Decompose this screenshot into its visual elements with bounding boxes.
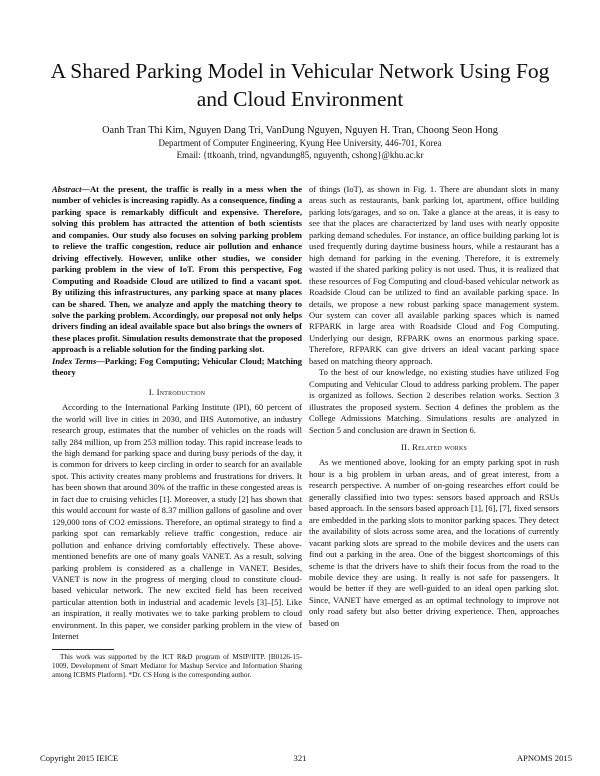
section-heading-related-works (309, 442, 559, 453)
footnote: This work was supported by the ICT R&D program of MSIP/IITP. [B0126-15-1009, Development of Smart Mediator for Mashup Service and Information Sharing among ICBMS Platform]. *Dr. CS Hong is the corresponding author. (52, 652, 302, 679)
section-heading-introduction (52, 387, 302, 398)
intro-continued-paragraph: of things (IoT), as shown in Fig. 1. There are abundant slots in many areas such as restaurants, bank parking lot, apartment, office building parking lots/garages, and so on. Take a glance at the areas, it is easy to see that the places are characterized by land uses with nearly opposite parking demand schedules. For instance, an office building parking lot is used frequently during daytime business hours, while a restaurant has a high demand for parking in the evening. Therefore, it is extremely wasted if the shared parking policy is not used. Thus, it is realized that these resources of Fog Computing and cloud-based vehicular network as Roadside Cloud can be utilized to find an available parking space. In details, we propose a new robust parking space management system. Our system can cover all available parking spaces which is named RFPARK in large area with Roadside Cloud and Fog Computing. Underlying our design, RFPARK owns an enormous parking space. Therefore, RFPARK can give drivers an ideal vacant parking space based on matching theory approach. (309, 184, 559, 366)
paper-title: A Shared Parking Model in Vehicular Network Using Fog and Cloud Environment (50, 59, 550, 111)
email: Email: {ttkoanh, trind, ngvandung85, nguyenth, cshong}@khu.ac.kr (176, 149, 424, 160)
introduction-paragraph: According to the International Parking Institute (IPI), 60 percent of the world will live in cities in 2030, and IHS Automotive, an industry research group, estimates that the number of vehicles on the roads will tally 284 million, up from 253 million today. This rapid increase leads to the high demand for parking space and during busy periods of the day, it is common for drivers to keep circling in order to search for an available spot. This activity creates many problems and frustrations for drivers. It has been shown that around 30% of the traffic in these congested areas is in fact due to cruising vehicles [1]. Moreover, a study [2] has shown that this would account for waste of 8.37 million gallons of gasoline and over 129,000 tons of CO2 emissions. Therefore, an optimal strategy to find a parking spot can remarkably relieve traffic congestion, reduce air pollution and enhance driving comfortably effectively. These above-mentioned benefits are one of many goals VANET. As a result, solving parking problem is considered as a challenge in VANET. Besides, VANET is now in the progress of merging cloud to constitute cloud-based vehicular network. The new excited field has been received particular attention both in industrial and academic levels [3]–[5]. Like an inspiration, it really motivates we to take parking problem to cloud environment. In this paper, we consider parking problem in the view of Internet (52, 402, 302, 642)
paper-organization-paragraph: To the best of our knowledge, no existing studies have utilized Fog Computing and Vehicular Cloud to address parking problem. The paper is organized as follows. Section 2 describes relation works. Section 3 illustrates the proposed system. Section 4 defines the problem as the College Admissions Matching. Simulations results are analyzed in Section 5 and conclusion are drawn in Section 6. (309, 367, 559, 435)
affiliation-block (30, 138, 570, 161)
section-name: Introduction (156, 386, 206, 397)
abstract-text: —At the present, the traffic is really in a mess when the number of vehicles is increasing rapidly. As a consequence, finding a parking space is remarkably difficult and expensive. Therefore, solving this problem has attracted the attention of both scientists and companies. Our study also focuses on solving parking problem to relieve the traffic congestion, reduce air pollution and enhance driving effectively. However, unlike other studies, we consider parking problem in the view of IoT. From this perspective, Fog Computing and Roadside Cloud are utilized to find a vacant spot. By utilizing this infrastructures, any parking space at many places can be shared. Then, we analyze and apply the matching theory to solve the parking problem. Accordingly, our proposal not only helps drivers finding an ideal available space but also brings the owners of these places profit. Simulation results demonstrate that the proposed approach is a reliable solution for the finding parking slot. (52, 184, 302, 355)
abstract-label: Abstract (52, 184, 82, 194)
author-list: Oanh Tran Thi Kim, Nguyen Dang Tri, VanDung Nguyen, Nguyen H. Tran, Choong Seon Hong (102, 125, 498, 136)
index-terms (52, 356, 302, 379)
section-number: II. (400, 441, 413, 452)
section-number: I. (148, 386, 157, 397)
page-number: 321 (293, 753, 307, 763)
left-column (52, 184, 302, 680)
footer-conference: APNOMS 2015 (516, 753, 572, 763)
footer-copyright: Copyright 2015 IEICE (40, 753, 119, 763)
index-terms-text: —Parking; Fog Computing; Vehicular Cloud; Matching theory (52, 355, 302, 378)
right-column (309, 184, 559, 629)
index-terms-label: Index Terms (52, 355, 97, 366)
related-works-paragraph: As we mentioned above, looking for an empty parking spot in rush hour is a big problem in urban areas, and of great interest, from a research perspective. A number of on-going researches effort could be generally classified into two types: sensors based approach and RSUs based approach. In the sensors based approach [1], [6], [7], fixed sensors are embedded in the parking slots to monitor parking spaces. They detect the availability of slots across some area, and the locations of currently vacant parking slots are spread to the mobile devices and the users can find out a parking in the area. One of the biggest shortcomings of this scheme is that the drivers have to shift their focus from the road to the mobile device they are using. It really is not safe for passengers. It would be better if they are well-guided to an ideal open parking slot. Since, VANET have emerged as an optimal technology to improve not only road safety but also better driving experience. Then, approaches based on (309, 457, 560, 628)
affiliation: Department of Computer Engineering, Kyung Hee University, 446-701, Korea (158, 138, 442, 148)
footnote-rule (52, 649, 114, 650)
section-name: Related works (412, 441, 468, 452)
abstract (52, 184, 302, 356)
